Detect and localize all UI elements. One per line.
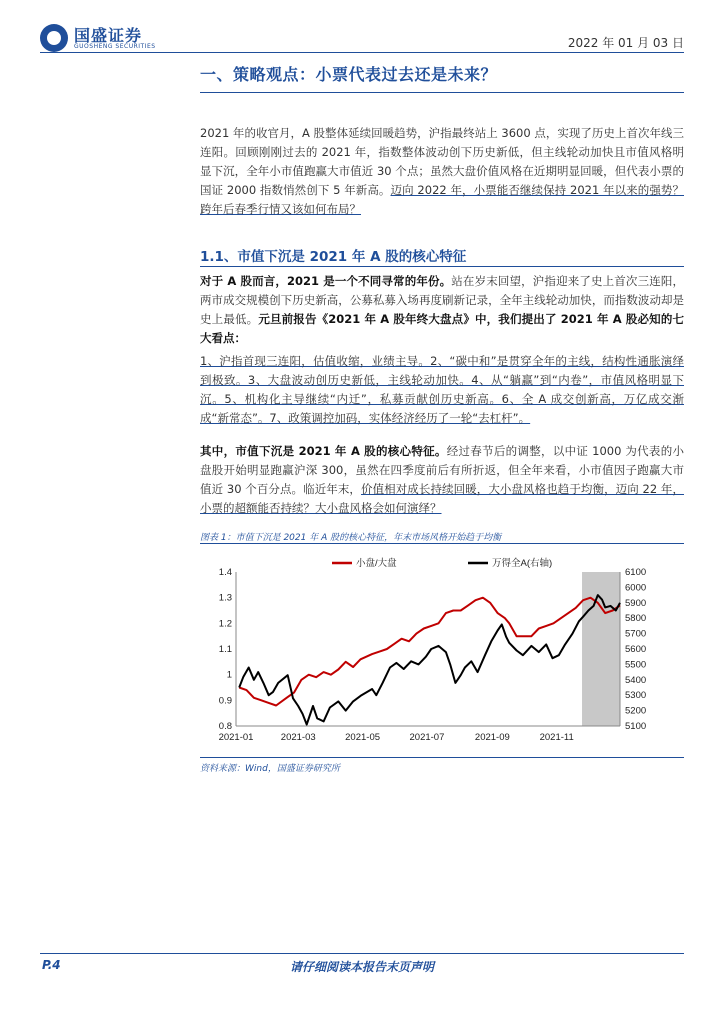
y-right-tick-label: 6100 — [625, 567, 647, 578]
x-tick-label: 2021-01 — [218, 732, 254, 743]
disclaimer-note: 请仔细阅读本报告末页声明 — [289, 960, 434, 974]
x-tick-label: 2021-09 — [474, 732, 510, 743]
y-left-tick-label: 1.2 — [218, 618, 232, 630]
legend-label-1: 小盘/大盘 — [356, 558, 397, 569]
y-right-tick-label: 5100 — [625, 721, 647, 732]
y-right-tick-label: 5500 — [625, 659, 647, 671]
paragraph-1 — [200, 272, 684, 348]
figure-chart — [200, 548, 684, 754]
p3-lead: 其中，市值下沉是 2021 年 A 股的核心特征。 — [200, 444, 447, 458]
paragraph-2 — [200, 352, 684, 428]
y-left-tick-label: 0.9 — [218, 695, 232, 707]
section-divider — [200, 92, 684, 93]
y-right-tick-label: 5400 — [625, 674, 647, 686]
x-tick-label: 2021-03 — [280, 732, 316, 743]
paragraph-3 — [200, 442, 684, 518]
y-right-tick-label: 5800 — [625, 613, 647, 625]
y-right-tick-label: 5200 — [625, 705, 647, 717]
section-title: 一、策略观点：小票代表过去还是未来？ — [200, 65, 498, 84]
footer-divider — [40, 953, 684, 954]
page-number: P.4 — [42, 958, 61, 972]
figure-source: 资料来源：Wind，国盛证券研究所 — [200, 764, 340, 774]
y-left-tick-label: 1.3 — [218, 592, 232, 604]
intro-paragraph — [200, 124, 684, 219]
x-tick-label: 2021-05 — [345, 732, 381, 743]
brand-logo — [40, 20, 170, 52]
subsection-title: 1.1、市值下沉是 2021 年 A 股的核心特征 — [200, 249, 467, 265]
report-date: 2022 年 01 月 03 日 — [567, 36, 684, 50]
intro-underlined: 迈向 2022 年，小票能否继续保持 2021 年以来的强势？跨年后春季行情又该如何布局？ — [200, 183, 684, 216]
header-divider — [40, 52, 684, 53]
y-right-tick-label: 5700 — [625, 628, 647, 640]
y-right-tick-label: 5900 — [625, 597, 647, 609]
logo-mark-icon — [40, 24, 68, 52]
y-right-tick-label: 5300 — [625, 690, 647, 702]
y-right-tick-label: 6000 — [625, 582, 647, 594]
figure-caption: 图表 1：市值下沉是 2021 年 A 股的核心特征，年末市场风格开始趋于均衡 — [200, 533, 502, 543]
legend-label-2: 万得全A(右轴) — [492, 558, 553, 569]
y-right-tick-label: 5600 — [625, 644, 647, 655]
shaded-period — [582, 572, 620, 726]
p2-list: 1、沪指首现三连阳，估值收缩，业绩主导。2、“碳中和”是贯穿全年的主线，结构性通胀演绎到极致。3、大盘波动创历史新低，主线轮动加快。4、从“躺赢”到“内卷”，市值风格明显下沉。5、机构化主导继续“内迁”，私募贡献创历史新高。6、全 A 成交创新高，万亿成交渐成“新常态”。7、政策调控加码，实体经济经历了一轮“去杠杆”。 — [200, 354, 684, 425]
y-left-tick-label: 0.8 — [218, 721, 232, 732]
figure-bottom-rule — [200, 757, 684, 758]
p3-underlined: 价值相对成长持续回暖，大小盘风格也趋于均衡，迈向 22 年，小票的超额能否持续？大小盘风格会如何演绎？ — [200, 482, 684, 515]
logo-name-en: GUOSHENG SECURITIES — [74, 43, 156, 50]
x-tick-label: 2021-11 — [539, 732, 574, 743]
subsection-divider — [200, 266, 684, 267]
p1-body: 站在岁末回望，沪指迎来了史上首次三连阳，两市成交规模创下历史新高，公募私募入场再度刷新记录，全年主线轮动加快，而指数波动却是史上最低。 — [200, 274, 684, 326]
series-line-2 — [239, 595, 620, 724]
p3-body: 经过春节后的调整，以中证 1000 为代表的小盘股开始明显跑赢沪深 300，虽然在四季度前后有所折返，但全年来看，小市值因子跑赢大市值近 30 个百分点。临近年末， — [200, 444, 685, 496]
figure-top-rule — [200, 543, 684, 544]
logo-name: 国盛证券 — [74, 26, 143, 45]
p1-lead: 对于 A 股而言，2021 是一个不同寻常的年份。 — [200, 274, 452, 288]
p1-tail: 元旦前报告《2021 年 A 股年终大盘点》中，我们提出了 2021 年 A 股必知的七大看点： — [200, 312, 684, 345]
y-left-tick-label: 1.1 — [218, 644, 232, 655]
y-left-tick-label: 1 — [226, 669, 232, 681]
y-left-tick-label: 1.4 — [218, 567, 232, 578]
x-tick-label: 2021-07 — [409, 732, 445, 743]
intro-text: 2021 年的收官月，A 股整体延续回暖趋势，沪指最终站上 3600 点，实现了历史上首次年线三连阳。回顾刚刚过去的 2021 年，指数整体波动创下历史新低，但主线轮动加快且市值风格明显下沉，全年小市值跑赢大市值近 30 个点；虽然大盘价值风格在近期明显回暖，但代表小票的国证 2000 指数悄然创下 5 年新高。 — [200, 126, 684, 197]
